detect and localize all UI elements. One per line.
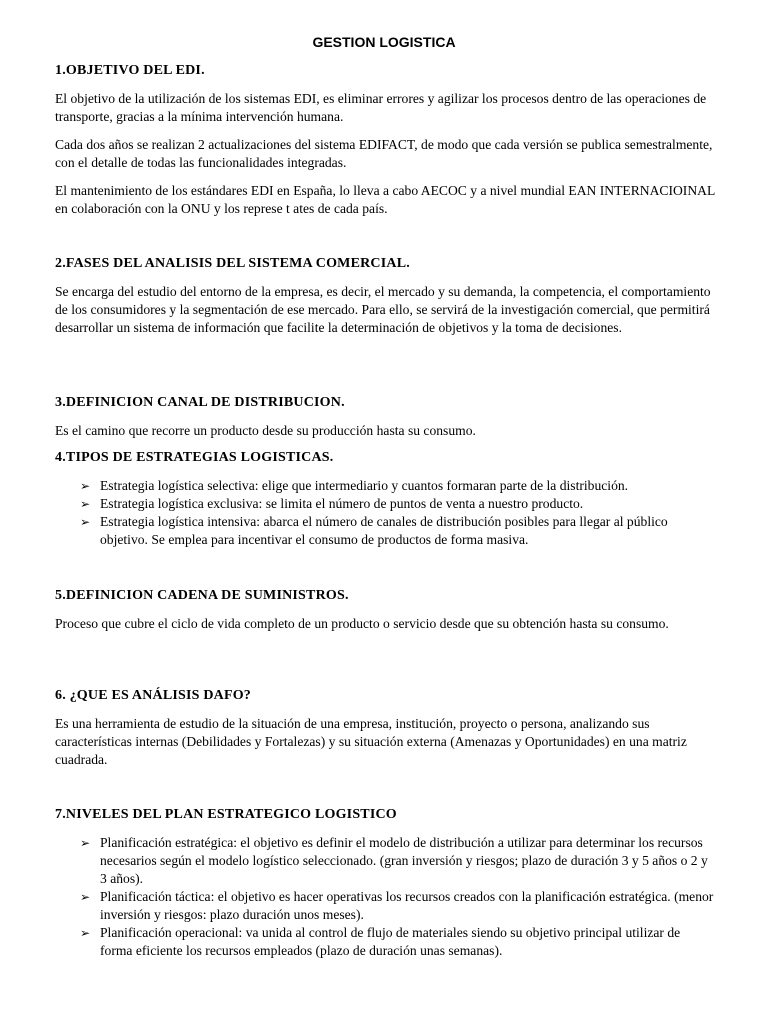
list-item-text: Planificación estratégica: el objetivo es definir el modelo de distribución a utilizar para determinar los recursos necesarios según el modelo logístico seleccionado. (gran inversión y riesgos; plazo de duración 3 y 5 años o 2 y 3 años). bbox=[100, 835, 708, 886]
list-item bbox=[55, 513, 715, 549]
section-heading: 4.TIPOS DE ESTRATEGIAS LOGISTICAS. bbox=[55, 450, 334, 465]
list-item bbox=[55, 477, 715, 495]
section-heading: 2.FASES DEL ANALISIS DEL SISTEMA COMERCIAL. bbox=[55, 256, 410, 271]
page-title: GESTION LOGISTICA bbox=[312, 34, 456, 50]
arrow-bullet-icon: ➢ bbox=[80, 836, 91, 850]
paragraph: Es el camino que recorre un producto desde su producción hasta su consumo. bbox=[55, 423, 476, 438]
list-item-text: Planificación operacional: va unida al control de flujo de materiales siendo su objetivo principal utilizar de forma eficiente los recursos empleados (plazo de duración unas semanas). bbox=[100, 925, 681, 958]
arrow-bullet-icon: ➢ bbox=[80, 515, 91, 529]
arrow-bullet-icon: ➢ bbox=[80, 479, 91, 493]
list-item-text: Estrategia logística exclusiva: se limita el número de puntos de venta a nuestro producto. bbox=[100, 496, 584, 511]
bullet-list bbox=[55, 834, 715, 960]
section-heading: 3.DEFINICION CANAL DE DISTRIBUCION. bbox=[55, 395, 345, 410]
list-item-text: Planificación táctica: el objetivo es hacer operativas los recursos creados con la planificación estratégica. (menor inversión y riesgos: plazo duración unos meses). bbox=[100, 889, 714, 922]
list-item-text: Estrategia logística intensiva: abarca el número de canales de distribución posibles para llegar al público objetivo. Se emplea para incentivar el consumo de productos de forma masiva. bbox=[100, 514, 668, 547]
list-item bbox=[55, 924, 715, 960]
arrow-bullet-icon: ➢ bbox=[80, 497, 91, 511]
section-heading: 5.DEFINICION CADENA DE SUMINISTROS. bbox=[55, 588, 349, 603]
section-heading: 6. ¿QUE ES ANÁLISIS DAFO? bbox=[55, 688, 251, 703]
section-heading: 7.NIVELES DEL PLAN ESTRATEGICO LOGISTICO bbox=[55, 807, 397, 822]
paragraph: Cada dos años se realizan 2 actualizaciones del sistema EDIFACT, de modo que cada versión se publica semestralmente, con el detalle de todas las funcionalidades integradas. bbox=[55, 137, 713, 170]
arrow-bullet-icon: ➢ bbox=[80, 926, 91, 940]
paragraph: El mantenimiento de los estándares EDI en España, lo lleva a cabo AECOC y a nivel mundial EAN INTERNACIOINAL en colaboración con la ONU y los represe t ates de cada país. bbox=[55, 183, 715, 216]
section-1 bbox=[55, 62, 715, 80]
paragraph: Se encarga del estudio del entorno de la empresa, es decir, el mercado y su demanda, la competencia, el comportamiento de los consumidores y la segmentación de ese mercado. Para ello, se servirá de la investigación comercial, que permitirá desarrollar un sistema de información que facilite la determinación de objetivos y la toma de decisiones. bbox=[55, 284, 711, 335]
bullet-list bbox=[55, 477, 715, 549]
list-item bbox=[55, 834, 715, 888]
list-item-text: Estrategia logística selectiva: elige que intermediario y cuantos formaran parte de la distribución. bbox=[100, 478, 629, 493]
section-heading: 1.OBJETIVO DEL EDI. bbox=[55, 63, 205, 78]
list-item bbox=[55, 888, 715, 924]
paragraph: Es una herramienta de estudio de la situación de una empresa, institución, proyecto o persona, analizando sus características internas (Debilidades y Fortalezas) y su situación externa (Amenazas y Oportunidades) en una matriz cuadrada. bbox=[55, 716, 687, 767]
paragraph: El objetivo de la utilización de los sistemas EDI, es eliminar errores y agilizar los procesos dentro de las operaciones de transporte, gracias a la mínima intervención humana. bbox=[55, 91, 707, 124]
paragraph: Proceso que cubre el ciclo de vida completo de un producto o servicio desde que su obtención hasta su consumo. bbox=[55, 616, 669, 631]
arrow-bullet-icon: ➢ bbox=[80, 890, 91, 904]
list-item bbox=[55, 495, 715, 513]
